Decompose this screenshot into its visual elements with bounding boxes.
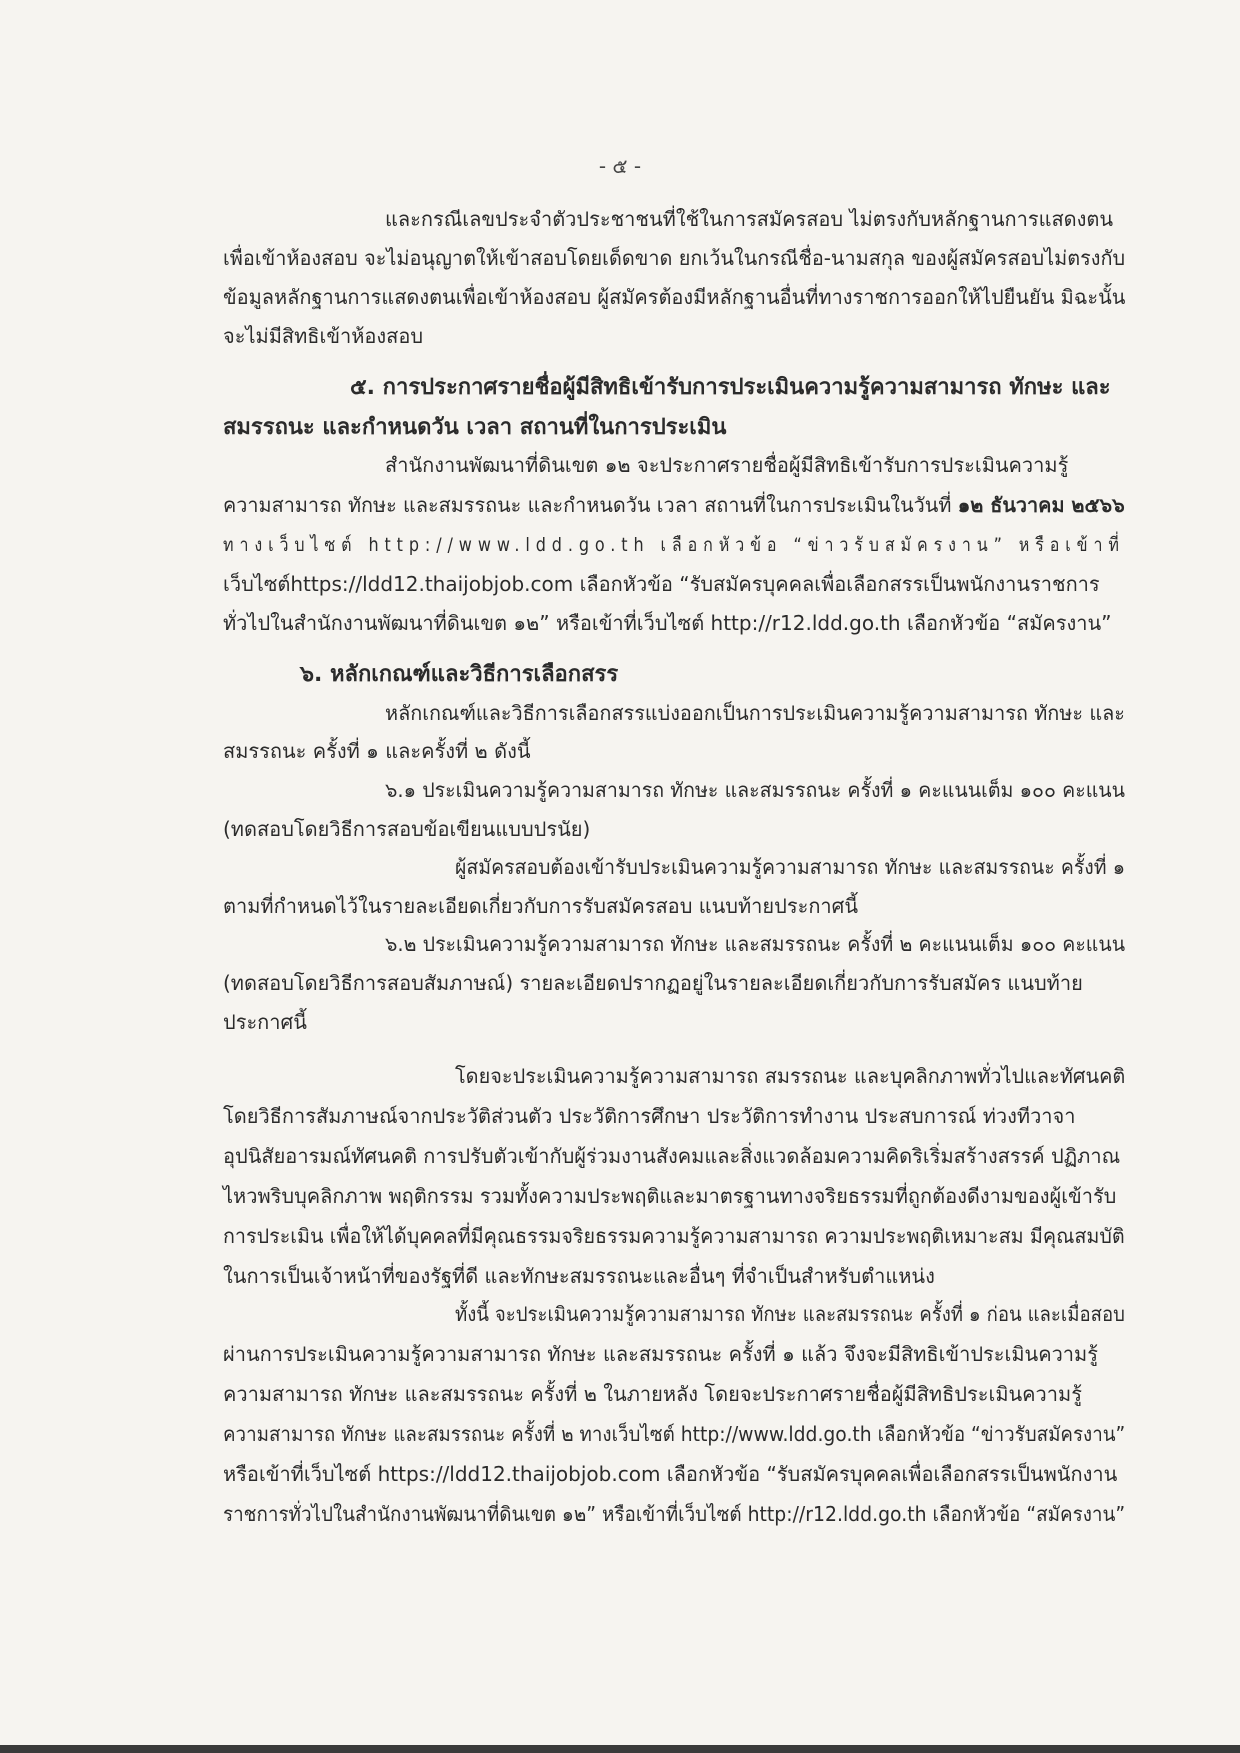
subsection-6-1-line-1: ๖.๑ ประเมินความรู้ความสามารถ ทักษะ และสมรรถนะ ครั้งที่ ๑ คะแนนเต็ม ๑๐๐ คะแนน: [385, 778, 1126, 802]
announcement-date: ๑๒ ธันวาคม ๒๕๖๖: [957, 493, 1125, 517]
page-number: - ๕ -: [598, 154, 642, 178]
paragraph-1-line-6: ในการเป็นเจ้าหน้าที่ของรัฐที่ดี และทักษะสมรรถนะและอื่นๆ ที่จำเป็นสำหรับตำแหน่ง: [223, 1264, 935, 1288]
intro-line-4: จะไม่มีสิทธิเข้าห้องสอบ: [223, 324, 424, 348]
section-6-heading: ๖. หลักเกณฑ์และวิธีการเลือกสรร: [300, 662, 619, 687]
section-5-line-2-text: ความสามารถ ทักษะ และสมรรถนะ และกำหนดวัน เวลา สถานที่ในการประเมินในวันที่: [223, 493, 958, 517]
intro-line-2: เพื่อเข้าห้องสอบ จะไม่อนุญาตให้เข้าสอบโดยเด็ดขาด ยกเว้นในกรณีชื่อ-นามสกุล ของผู้สมัครสอบไม่ตรงกับ: [223, 246, 1126, 270]
section-5-heading: ๕. การประกาศรายชื่อผู้มีสิทธิเข้ารับการประเมินความรู้ความสามารถ ทักษะ และ: [350, 375, 1111, 400]
paragraph-1-line-5: การประเมิน เพื่อให้ได้บุคคลที่มีคุณธรรมจริยธรรมความรู้ความสามารถ ความประพฤติเหมาะสม มีคุณสมบัติ: [223, 1224, 1125, 1248]
paragraph-1-line-3: อุปนิสัยอารมณ์ทัศนคติ การปรับตัวเข้ากับผู้ร่วมงานสังคมและสิ่งแวดล้อมความคิดริเริ่มสร้างสรรค์ ปฏิภาณ: [223, 1144, 1121, 1168]
intro-line-1: และกรณีเลขประจำตัวประชาชนที่ใช้ในการสมัครสอบ ไม่ตรงกับหลักฐานการแสดงตน: [385, 207, 1114, 231]
scan-bottom-edge: [0, 1745, 1240, 1753]
section-5-line-4: เว็บไซต์https://ldd12.thaijobjob.com เลือกหัวข้อ “รับสมัครบุคคลเพื่อเลือกสรรเป็นพนักงานราชการ: [223, 572, 1100, 596]
paragraph-2-line-5: หรือเข้าที่เว็บไซต์ https://ldd12.thaijobjob.com เลือกหัวข้อ “รับสมัครบุคคลเพื่อเลือกสรรเป็นพนักงาน: [223, 1462, 1118, 1486]
paragraph-1-line-2: โดยวิธีการสัมภาษณ์จากประวัติส่วนตัว ประวัติการศึกษา ประวัติการทำงาน ประสบการณ์ ท่วงทีวาจา: [223, 1104, 1076, 1128]
section-6-line-1: หลักเกณฑ์และวิธีการเลือกสรรแบ่งออกเป็นการประเมินความรู้ความสามารถ ทักษะ และ: [385, 701, 1125, 725]
subsection-6-2-line-2: (ทดสอบโดยวิธีการสอบสัมภาษณ์) รายละเอียดปรากฏอยู่ในรายละเอียดเกี่ยวกับการรับสมัคร แนบท้าย: [223, 971, 1083, 995]
subsection-6-1-line-3: ผู้สมัครสอบต้องเข้ารับประเมินความรู้ความสามารถ ทักษะ และสมรรถนะ ครั้งที่ ๑: [455, 855, 1126, 879]
subsection-6-2-line-1: ๖.๒ ประเมินความรู้ความสามารถ ทักษะ และสมรรถนะ ครั้งที่ ๒ คะแนนเต็ม ๑๐๐ คะแนน: [385, 932, 1126, 956]
section-5-line-3: ทางเว็บไซต์ http://www.ldd.go.th เลือกหัวข้อ “ข่าวรับสมัครงาน” หรือเข้าที่: [223, 534, 1125, 556]
subsection-6-2-line-3: ประกาศนี้: [223, 1010, 307, 1034]
section-5-line-5: ทั่วไปในสำนักงานพัฒนาที่ดินเขต ๑๒” หรือเข้าที่เว็บไซต์ http://r12.ldd.go.th เลือกหัวข้อ “สมัครงาน”: [223, 611, 1112, 635]
subsection-6-1-line-4: ตามที่กำหนดไว้ในรายละเอียดเกี่ยวกับการรับสมัครสอบ แนบท้ายประกาศนี้: [223, 894, 859, 918]
section-6-line-2: สมรรถนะ ครั้งที่ ๑ และครั้งที่ ๒ ดังนี้: [223, 739, 531, 763]
section-5-heading-cont: สมรรถนะ และกำหนดวัน เวลา สถานที่ในการประเมิน: [223, 415, 727, 440]
paragraph-1-line-1: โดยจะประเมินความรู้ความสามารถ สมรรถนะ และบุคลิกภาพทั่วไปและทัศนคติ: [455, 1064, 1126, 1088]
paragraph-2-line-3: ความสามารถ ทักษะ และสมรรถนะ ครั้งที่ ๒ ในภายหลัง โดยจะประกาศรายชื่อผู้มีสิทธิประเมินความรู้: [223, 1382, 1082, 1406]
section-5-line-1: สำนักงานพัฒนาที่ดินเขต ๑๒ จะประกาศรายชื่อผู้มีสิทธิเข้ารับการประเมินความรู้: [385, 453, 1069, 477]
paragraph-2-line-4: ความสามารถ ทักษะ และสมรรถนะ ครั้งที่ ๒ ทางเว็บไซต์ http://www.ldd.go.th เลือกหัวข้อ “ข่าวรับสมัครงาน”: [223, 1422, 1126, 1446]
paragraph-2-line-2: ผ่านการประเมินความรู้ความสามารถ ทักษะ และสมรรถนะ ครั้งที่ ๑ แล้ว จึงจะมีสิทธิเข้าประเมินความรู้: [223, 1342, 1098, 1366]
paragraph-1-line-4: ไหวพริบบุคลิกภาพ พฤติกรรม รวมทั้งความประพฤติและมาตรฐานทางจริยธรรมที่ถูกต้องดีงามของผู้เข้ารับ: [223, 1184, 1117, 1208]
paragraph-2-line-1: ทั้งนี้ จะประเมินความรู้ความสามารถ ทักษะ และสมรรถนะ ครั้งที่ ๑ ก่อน และเมื่อสอบ: [455, 1302, 1125, 1326]
paragraph-2-line-6: ราชการทั่วไปในสำนักงานพัฒนาที่ดินเขต ๑๒” หรือเข้าที่เว็บไซต์ http://r12.ldd.go.th เลือกหัวข้อ “สมัครงาน”: [223, 1502, 1126, 1526]
intro-line-3: ข้อมูลหลักฐานการแสดงตนเพื่อเข้าห้องสอบ ผู้สมัครต้องมีหลักฐานอื่นที่ทางราชการออกให้ไปยืนยัน มิฉะนั้น: [223, 285, 1126, 309]
section-5-line-2: [223, 491, 1125, 519]
subsection-6-1-line-2: (ทดสอบโดยวิธีการสอบข้อเขียนแบบปรนัย): [223, 817, 591, 841]
